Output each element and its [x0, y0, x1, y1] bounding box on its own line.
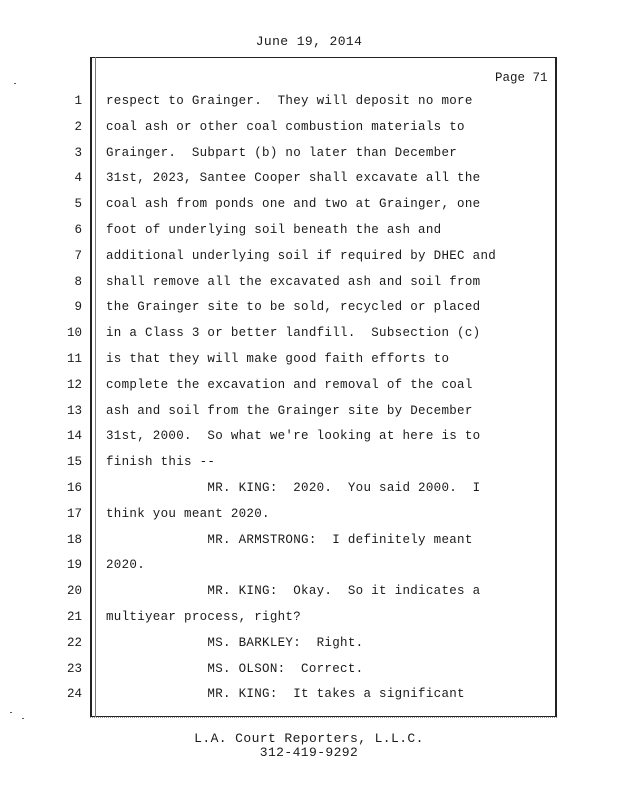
transcript-line: MS. OLSON: Correct.	[106, 662, 364, 676]
transcript-line: MR. KING: 2020. You said 2000. I	[106, 481, 481, 495]
line-number: 3	[74, 146, 82, 160]
transcript-line: think you meant 2020.	[106, 507, 270, 521]
line-number: 10	[66, 326, 82, 340]
transcript-line: the Grainger site to be sold, recycled or placed	[106, 300, 481, 314]
line-number: 13	[66, 404, 82, 418]
transcript-line: ash and soil from the Grainger site by December	[106, 404, 473, 418]
transcript-line: Grainger. Subpart (b) no later than December	[106, 146, 458, 160]
frame-bottom-rule	[90, 717, 557, 721]
transcript-line: shall remove all the excavated ash and soil from	[106, 275, 481, 289]
line-number: 4	[74, 171, 82, 185]
transcript-line: MR. ARMSTRONG: I definitely meant	[106, 533, 473, 547]
line-number: 20	[66, 584, 82, 598]
transcript-line: in a Class 3 or better landfill. Subsection (c)	[106, 326, 481, 340]
line-number: 5	[74, 197, 82, 211]
line-number: 21	[66, 610, 82, 624]
transcript-line: finish this --	[106, 455, 216, 469]
transcript-line: 31st, 2000. So what we're looking at here is to	[106, 429, 481, 443]
transcript-line: MS. BARKLEY: Right.	[106, 636, 364, 650]
transcript-line: complete the excavation and removal of the coal	[106, 378, 473, 392]
line-number: 11	[66, 352, 82, 366]
line-number: 15	[66, 455, 82, 469]
transcript-line: respect to Grainger. They will deposit no more	[106, 94, 473, 108]
line-number: 7	[74, 249, 82, 263]
scan-speck	[22, 718, 24, 719]
transcript-line: MR. KING: Okay. So it indicates a	[106, 584, 481, 598]
line-number: 16	[66, 481, 82, 495]
line-number: 17	[66, 507, 82, 521]
line-number: 12	[66, 378, 82, 392]
footer-company: L.A. Court Reporters, L.L.C.	[194, 731, 424, 746]
line-number: 14	[66, 429, 82, 443]
line-number: 1	[74, 94, 82, 108]
transcript-line: coal ash from ponds one and two at Grainger, one	[106, 197, 481, 211]
transcript-line: is that they will make good faith efforts to	[106, 352, 450, 366]
transcript-line: MR. KING: It takes a significant	[106, 687, 465, 701]
transcript-line: 2020.	[106, 558, 146, 572]
line-number: 22	[66, 636, 82, 650]
line-number: 19	[66, 558, 82, 572]
line-number: 6	[74, 223, 82, 237]
transcript-date: June 19, 2014	[255, 34, 363, 49]
transcript-line: 31st, 2023, Santee Cooper shall excavate all the	[106, 171, 481, 185]
footer-phone: 312-419-9292	[259, 745, 359, 760]
line-number: 2	[74, 120, 82, 134]
line-number: 8	[74, 275, 82, 289]
line-number: 18	[66, 533, 82, 547]
transcript-line: coal ash or other coal combustion materials to	[106, 120, 465, 134]
line-number: 24	[66, 687, 82, 701]
transcript-line: additional underlying soil if required by DHEC and	[106, 249, 497, 263]
line-number: 9	[74, 300, 82, 314]
frame-margin-rule	[95, 57, 96, 717]
scan-speck	[10, 712, 12, 713]
line-number: 23	[66, 662, 82, 676]
page-number: Page 71	[495, 71, 548, 85]
transcript-line: foot of underlying soil beneath the ash and	[106, 223, 442, 237]
scan-speck	[14, 83, 16, 84]
transcript-line: multiyear process, right?	[106, 610, 302, 624]
